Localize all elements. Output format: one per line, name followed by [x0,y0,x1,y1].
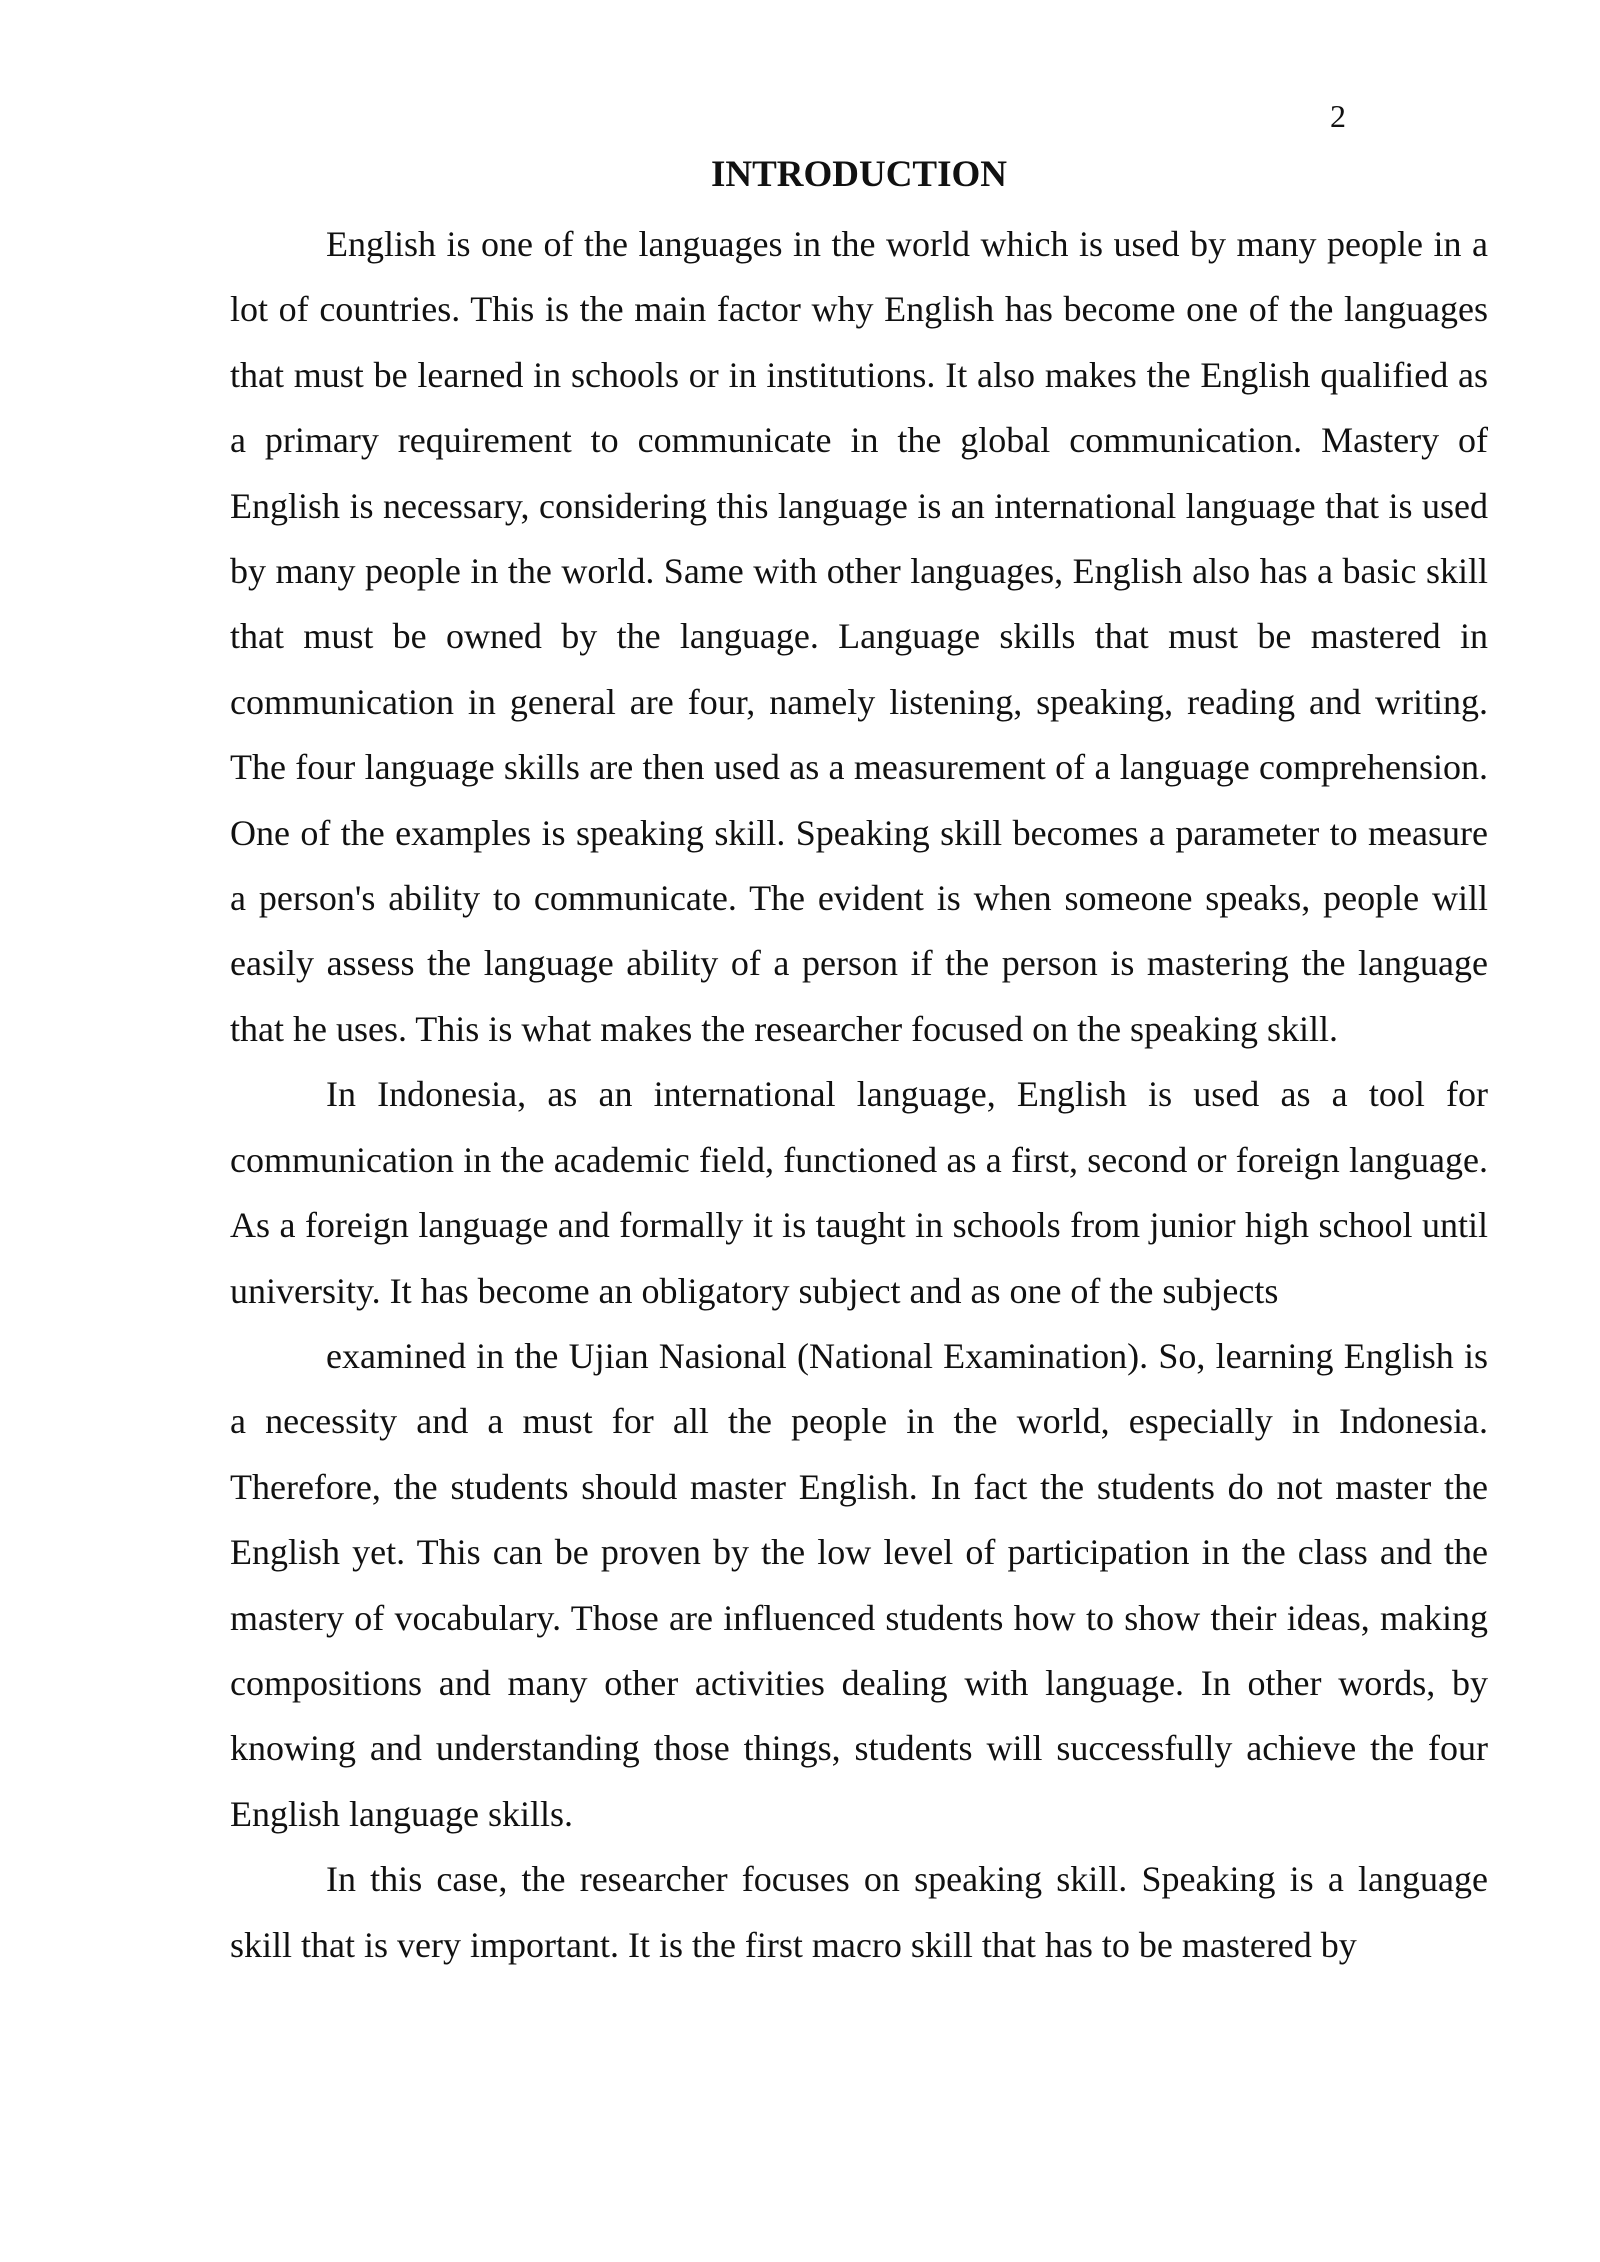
paragraph-3: examined in the Ujian Nasional (National Examination). So, learning English is a necessity and a must for all the people in the world, especially in Indonesia. Therefore, the students should master English. In fact the students do not master the English yet. This can be proven by the low level of participation in the class and the mastery of vocabulary. Those are influenced students how to show their ideas, making compositions and many other activities dealing with language. In other words, by knowing and understanding those things, students will successfully achieve the four English language skills. [230,1335,1488,1834]
page-number: 2 [1330,98,1346,134]
paragraph-2: In Indonesia, as an international language, English is used as a tool for communication in the academic field, functioned as a first, second or foreign language. As a foreign language and formally it is taught in schools from junior high school until university. It has become an obligatory subject and as one of the subjects [230,1074,1488,1311]
paragraph-1: English is one of the languages in the world which is used by many people in a lot of countries. This is the main factor why English has become one of the languages that must be learned in schools or in institutions. It also makes the English qualified as a primary requirement to communicate in the global communication. Mastery of English is necessary, considering this language is an international language that is used by many people in the world. Same with other languages, English also has a basic skill that must be owned by the language. Language skills that must be mastered in communication in general are four, namely listening, speaking, reading and writing. The four language skills are then used as a measurement of a language comprehension. One of the examples is speaking skill. Speaking skill becomes a parameter to measure a person's ability to communicate. The evident is when someone speaks, people will easily assess the language ability of a person if the person is mastering the language that he uses. This is what makes the researcher focused on the speaking skill. [230,224,1488,1049]
paragraph-4: In this case, the researcher focuses on speaking skill. Speaking is a language skill that is very important. It is the first macro skill that has to be mastered by [230,1859,1488,1965]
section-heading: INTRODUCTION [710,154,1008,195]
body-text [230,212,1488,1978]
